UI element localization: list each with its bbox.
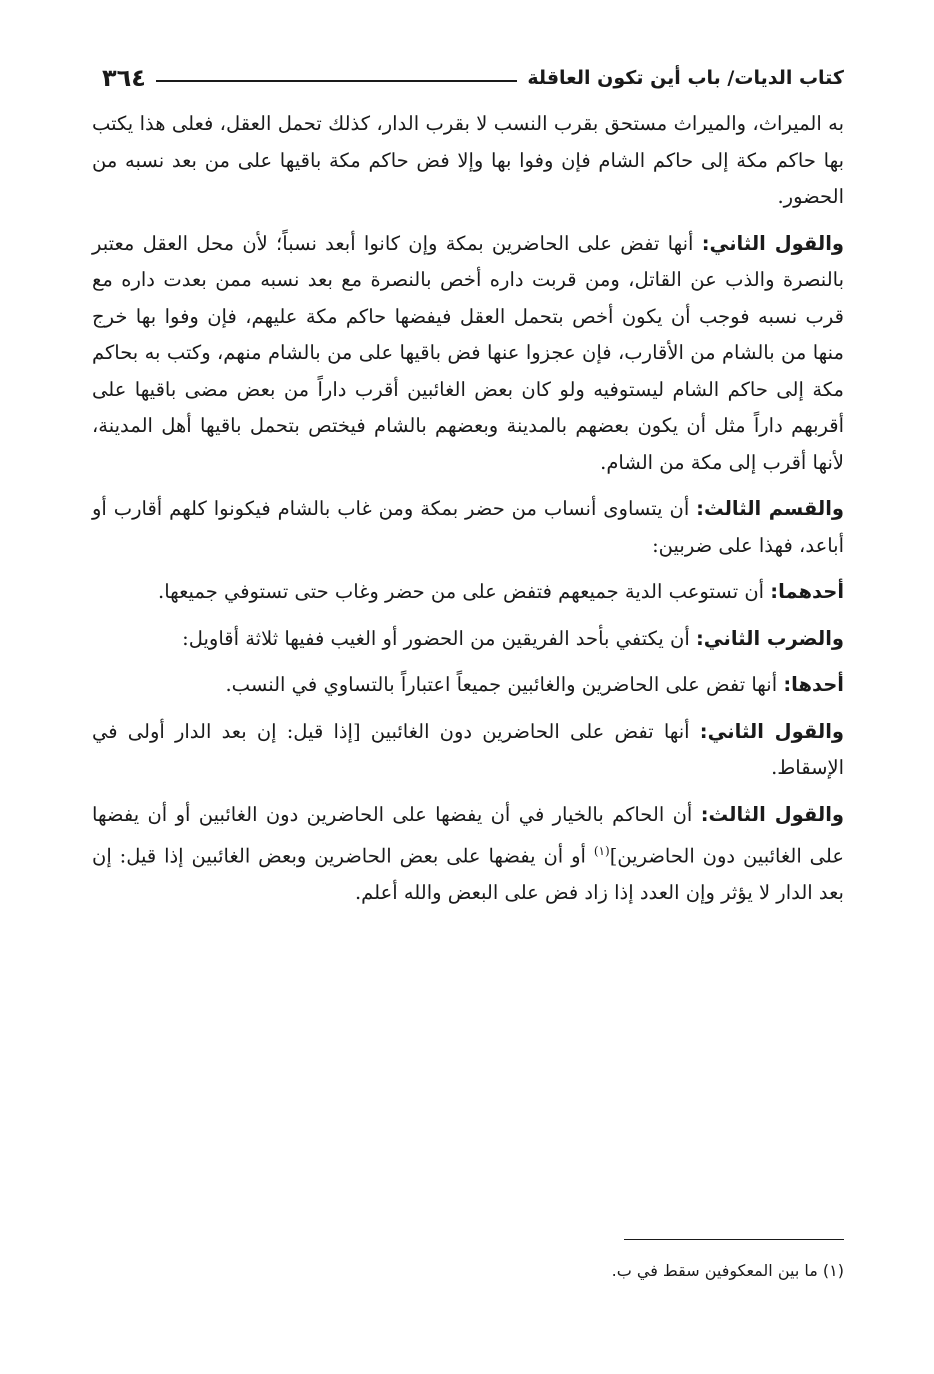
page-header — [92, 58, 844, 98]
header-rule — [156, 80, 517, 82]
paragraph-lead: أحدهما: — [770, 580, 844, 603]
footnote-rule — [624, 1239, 844, 1240]
paragraph-lead: أحدها: — [783, 673, 844, 696]
paragraph-text: أن الحاكم بالخيار في أن يفضها على الحاضرين دون الغائبين أو أن يفضها على الغائبين دون الحاضرين] — [92, 802, 844, 868]
paragraph-text: أو أن يفضها على بعض الحاضرين وبعض الغائبين إذا قيل: إن بعد الدار لا يؤثر وإن العدد إذا زاد فض على البعض والله أعلم. — [92, 844, 844, 904]
footnote: (١) ما بين المعكوفين سقط في ب. — [611, 1261, 844, 1280]
paragraph — [92, 621, 844, 658]
paragraph-lead: والقول الثاني: — [699, 719, 844, 743]
paragraph — [92, 226, 844, 482]
paragraph-text: أنها تفض على الحاضرين دون الغائبين [إذا قيل: إن بعد الدار أولى في الإسقاط. — [92, 719, 844, 779]
paragraph-text: أنها تفض على الحاضرين بمكة وإن كانوا أبعد نسباً؛ لأن محل العقل معتبر بالنصرة والذب عن القاتل، ومن قربت داره أخص بالنصرة مع بعد نسبه ممن بعدت داره مع قرب نسبه فوجب أن يكون أخص بتحمل العقل فيفضها حاكم مكة عليهم، فإن وفوا بها خرج منها من بالشام من الأقارب، فإن عجزوا عنها فض باقيها على من بالشام منهم، وكتب به بحاكم مكة إلى حاكم الشام ليستوفيه ولو كان بعض الغائبين أقرب داراً من بعض مضى باقيها على أقربهم داراً مثل أن يكون بعضهم بالمدينة وبعضهم بالشام فيختص بتحمل باقيها أهل المدينة، لأنها أقرب إلى مكة من الشام. — [92, 231, 844, 474]
paragraph — [92, 714, 844, 787]
paragraph-lead: والقول الثالث: — [700, 802, 844, 826]
footnote-marker: (١) — [593, 844, 610, 858]
paragraph-lead: والضرب الثاني: — [696, 626, 844, 650]
running-title: كتاب الديات/ باب أين تكون العاقلة — [527, 67, 844, 89]
paragraph-text: به الميراث، والميراث مستحق بقرب النسب لا بقرب الدار، كذلك تحمل العقل، فعلى هذا يكتب بها حاكم مكة إلى حاكم الشام فإن وفوا بها وإلا فض حاكم مكة باقيها على من بعد نسبه من الحضور. — [92, 112, 844, 208]
paragraph — [92, 491, 844, 564]
paragraph-text: أن يتساوى أنساب من حضر بمكة ومن غاب بالشام فيكونوا كلهم أقارب أو أباعد، فهذا على ضربين: — [92, 497, 844, 557]
paragraph-text: أن تستوعب الدية جميعهم فتفض على من حضر وغاب حتى تستوفي جميعها. — [158, 580, 771, 603]
paragraph — [92, 106, 844, 216]
book-page — [92, 58, 844, 1338]
page-number: ٣٦٤ — [102, 64, 146, 92]
paragraph-lead: والقسم الثالث: — [696, 497, 844, 520]
paragraph — [92, 574, 844, 611]
paragraph-text: أن يكتفي بأحد الفريقين من الحضور أو الغيب ففيها ثلاثة أقاويل: — [182, 626, 696, 650]
paragraph — [92, 667, 844, 704]
body-text — [92, 106, 844, 912]
paragraph-text: أنها تفض على الحاضرين والغائبين جميعاً اعتباراً بالتساوي في النسب. — [225, 673, 784, 696]
paragraph — [92, 797, 844, 912]
paragraph-lead: والقول الثاني: — [701, 231, 844, 255]
